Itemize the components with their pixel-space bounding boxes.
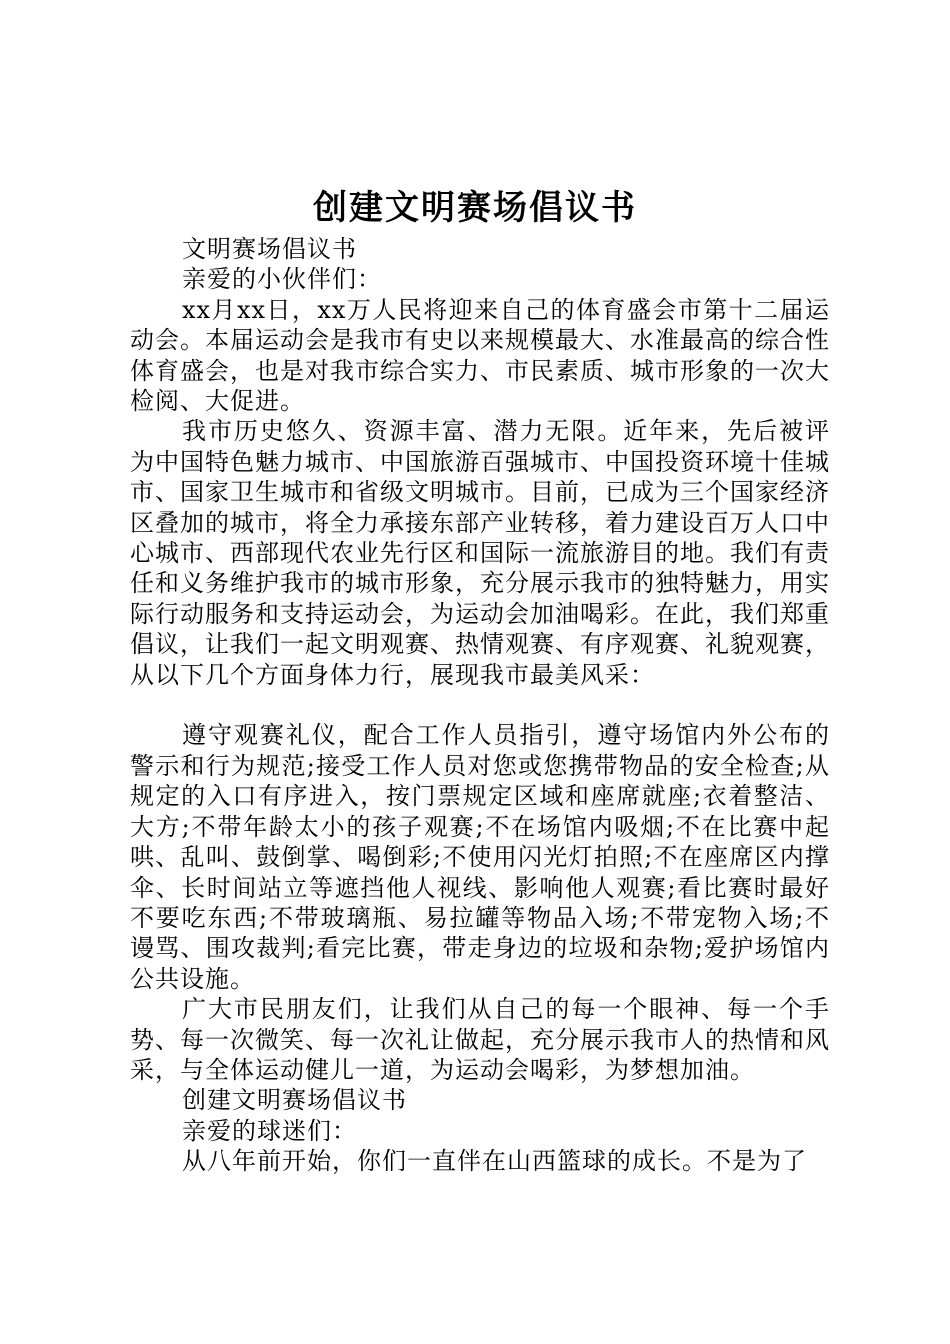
paragraph-intro: xx月xx日，xx万人民将迎来自己的体育盛会市第十二届运动会。本届运动会是我市有史以来规模最大、水准最高的综合性体育盛会，也是对我市综合实力、市民素质、城市形象的一次大检阅、大促进。 bbox=[130, 295, 830, 416]
paragraph-etiquette: 遵守观赛礼仪，配合工作人员指引，遵守场馆内外公布的警示和行为规范;接受工作人员对您或您携带物品的安全检查;从规定的入口有序进入，按门票规定区域和座席就座;衣着整洁、大方;不带年龄太小的孩子观赛;不在场馆内吸烟;不在比赛中起哄、乱叫、鼓倒掌、喝倒彩;不使用闪光灯拍照;不在座席区内撑伞、长时间站立等遮挡他人视线、影响他人观赛;看比赛时最好不要吃东西;不带玻璃瓶、易拉罐等物品入场;不带宠物入场;不谩骂、围攻裁判;看完比赛，带走身边的垃圾和杂物;爱护场馆内公共设施。 bbox=[130, 721, 830, 993]
document-body bbox=[130, 234, 830, 1177]
paragraph-appeal: 广大市民朋友们，让我们从自己的每一个眼神、每一个手势、每一次微笑、每一次礼让做起，充分展示我市人的热情和风采，与全体运动健儿一道，为运动会喝彩，为梦想加油。 bbox=[130, 995, 830, 1084]
paragraph-second-title: 创建文明赛场倡议书 bbox=[182, 1086, 407, 1115]
paragraph-city-history: 我市历史悠久、资源丰富、潜力无限。近年来，先后被评为中国特色魅力城市、中国旅游百强城市、中国投资环境十佳城市、国家卫生城市和省级文明城市。目前，已成为三个国家经济区叠加的城市，将全力承接东部产业转移，着力建设百万人口中心城市、西部现代农业先行区和国际一流旅游目的地。我们有责任和义务维护我市的城市形象，充分展示我市的独特魅力，用实际行动服务和支持运动会，为运动会加油喝彩。在此，我们郑重倡议，让我们一起文明观赛、热情观赛、有序观赛、礼貌观赛，从以下几个方面身体力行，展现我市最美风采： bbox=[130, 417, 830, 689]
page-title: 创建文明赛场倡议书 bbox=[313, 188, 637, 228]
paragraph-second-greeting: 亲爱的球迷们： bbox=[182, 1116, 357, 1145]
paragraph-second-body: 从八年前开始，你们一直伴在山西篮球的成长。不是为了 bbox=[182, 1147, 807, 1176]
paragraph-subtitle: 文明赛场倡议书 bbox=[182, 235, 357, 263]
paragraph-blank bbox=[130, 690, 830, 720]
paragraph-greeting: 亲爱的小伙伴们： bbox=[182, 265, 382, 294]
